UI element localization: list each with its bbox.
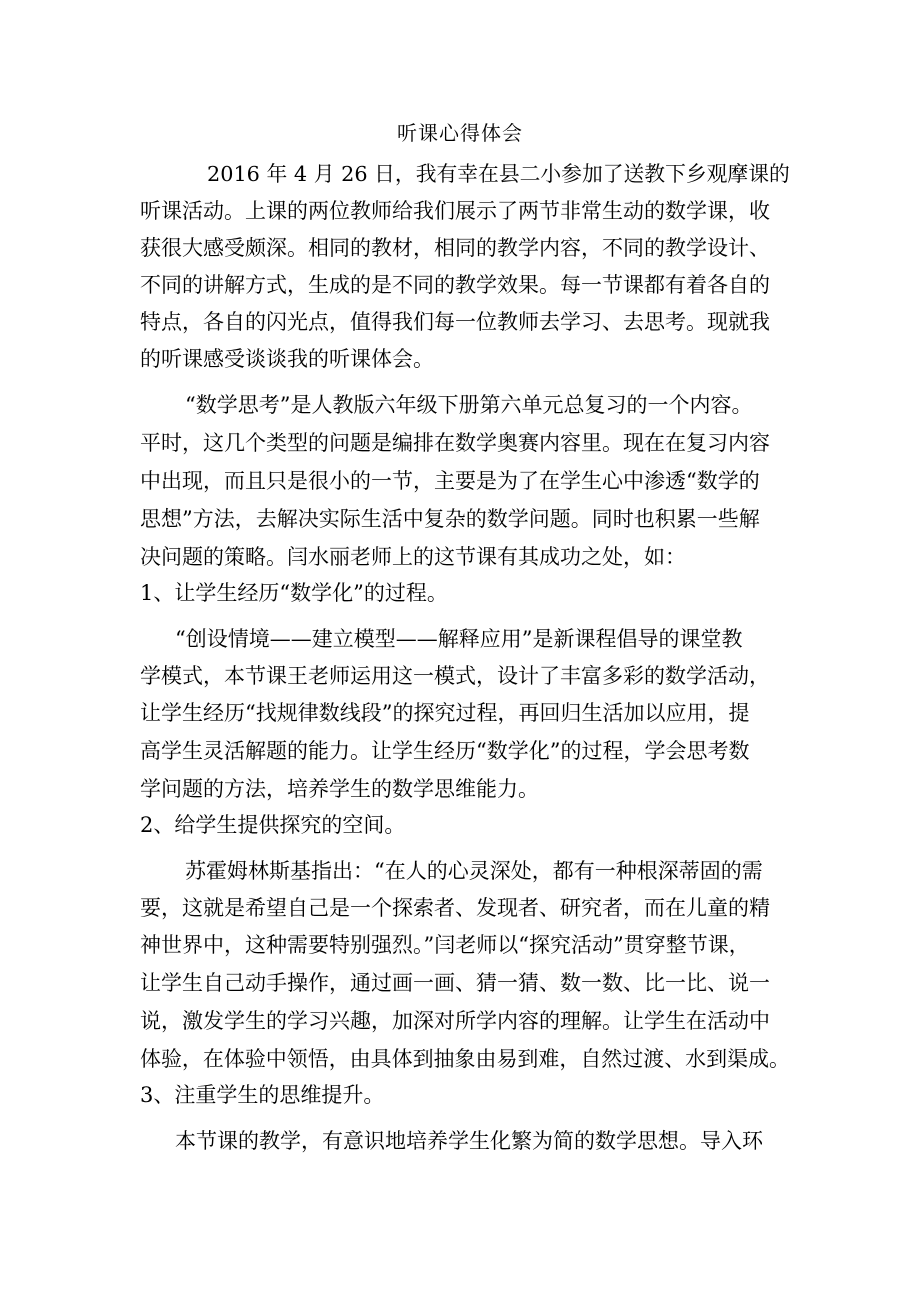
document-title: 听课心得体会 — [397, 121, 523, 145]
section-heading: 3、注重学生的思维提升。 — [140, 1083, 385, 1107]
paragraph-line: 思想”方法，去解决实际生活中复杂的数学问题。同时也积累一些解 — [140, 507, 760, 531]
paragraph-line: “创设情境——建立模型——解释应用”是新课程倡导的课堂教 — [175, 627, 743, 651]
paragraph-line: 不同的讲解方式，生成的是不同的教学效果。每一节课都有着各自的 — [140, 273, 770, 297]
paragraph-line: 本节课的教学，有意识地培养学生化繁为简的数学思想。导入环 — [175, 1129, 763, 1153]
paragraph-line: 体验，在体验中领悟，由具体到抽象由易到难，自然过渡、水到渠成。 — [140, 1047, 791, 1071]
paragraph-line: 决问题的策略。闫水丽老师上的这节课有其成功之处，如： — [140, 545, 686, 569]
section-heading: 1、让学生经历“数学化”的过程。 — [140, 581, 448, 605]
paragraph-line: 让学生自己动手操作，通过画一画、猜一猜、数一数、比一比、说一 — [140, 971, 770, 995]
paragraph-line: 学问题的方法，培养学生的数学思维能力。 — [140, 777, 539, 801]
paragraph-line: 苏霍姆林斯基指出：“在人的心灵深处，都有一种根深蒂固的需 — [185, 859, 763, 883]
paragraph-line: 说，激发学生的学习兴趣，加深对所学内容的理解。让学生在活动中 — [140, 1009, 770, 1033]
paragraph-line: 要，这就是希望自己是一个探索者、发现者、研究者，而在儿童的精 — [140, 896, 770, 920]
paragraph-line: 让学生经历“找规律数线段”的探究过程，再回归生活加以应用，提 — [140, 701, 750, 725]
paragraph-line: 特点，各自的闪光点，值得我们每一位教师去学习、去思考。现就我 — [140, 310, 770, 334]
paragraph-line: 的听课感受谈谈我的听课体会。 — [140, 347, 434, 371]
paragraph-line: 学模式，本节课王老师运用这一模式，设计了丰富多彩的数学活动， — [140, 664, 770, 688]
paragraph-line: “数学思考”是人教版六年级下册第六单元总复习的一个内容。 — [185, 393, 753, 417]
paragraph-line: 获很大感受颇深。相同的教材，相同的教学内容，不同的教学设计、 — [140, 236, 770, 260]
paragraph-line: 高学生灵活解题的能力。让学生经历“数学化”的过程，学会思考数 — [140, 739, 750, 763]
paragraph-line: 听课活动。上课的两位教师给我们展示了两节非常生动的数学课，收 — [140, 199, 770, 223]
paragraph-line: 神世界中，这种需要特别强烈。”闫老师以“探究活动”贯穿整节课， — [140, 933, 750, 957]
paragraph-line: 平时，这几个类型的问题是编排在数学奥赛内容里。现在在复习内容 — [140, 431, 770, 455]
paragraph-line: 2016 年 4 月 26 日，我有幸在县二小参加了送教下乡观摩课的 — [207, 162, 790, 186]
paragraph-line: 中出现，而且只是很小的一节，主要是为了在学生心中渗透“数学的 — [140, 469, 760, 493]
section-heading: 2、给学生提供探究的空间。 — [140, 813, 406, 837]
